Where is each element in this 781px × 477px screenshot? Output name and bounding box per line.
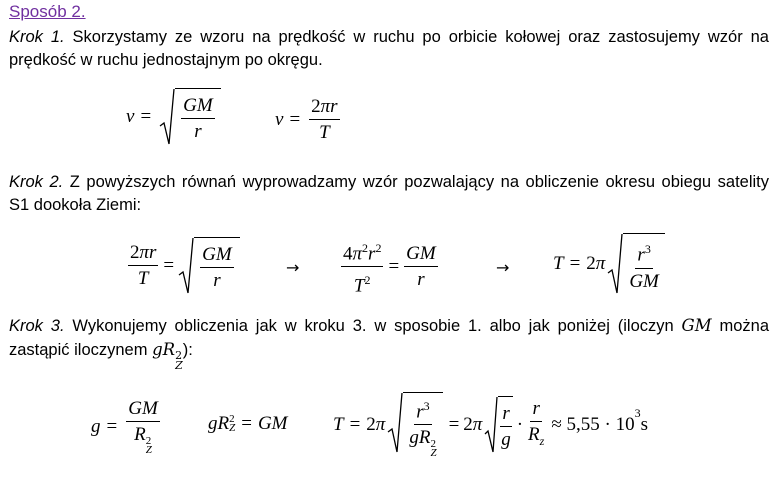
section-heading: Sposób 2. xyxy=(9,2,86,21)
equation-squared: $\frac{4\pi^2r^2}{T^2}$ = $\frac{GM}{r}$ xyxy=(338,237,441,298)
step-1-label: Krok 1. xyxy=(9,28,65,46)
equation-uniform-velocity: v = $\frac{2\pi r}{T}$ xyxy=(275,96,338,143)
final-unit: s xyxy=(640,414,648,436)
final-value: ≈ 5,55 · 10 xyxy=(551,414,635,436)
equation-period: T = 2π $\frac{r^3}{GM}$ xyxy=(553,233,667,295)
step-3-gm: GM xyxy=(681,316,712,335)
step-2-paragraph xyxy=(9,171,769,217)
equation-orbital-velocity: v = $\frac{GM}{r}$ xyxy=(126,88,223,146)
final-exponent: 3 xyxy=(634,406,641,420)
equation-gr-gm: gR 2 Z = GM xyxy=(208,413,288,434)
step-3-gr: gR xyxy=(152,340,176,359)
step-2-text: Z powyższych równań wyprowadzamy wzór pozwalający na obliczenie okresu obiegu satelity S1 dookoła Ziemi: xyxy=(9,173,769,214)
equation-final-period: T = 2π $r^3$ gR 2 Z = 2π $\frac{r}{g}$ · $\frac{r}{R_z}$ ≈ 5,55 · 10 $^3$ s xyxy=(333,392,648,458)
step-3-text-c: ): xyxy=(182,341,193,359)
equation-velocity-equality: $\frac{2\pi r}{T}$ = $\frac{GM}{r}$ xyxy=(125,237,242,295)
step-1-text: Skorzystamy ze wzoru na prędkość w ruchu po orbicie kołowej oraz zastosujemy wzór na prędkość w ruchu jednostajnym po okręgu. xyxy=(9,28,769,69)
step-3-gr-sup: 2 xyxy=(175,349,183,362)
step-1-paragraph xyxy=(9,26,769,72)
step-3-text-b: można zastąpić iloczynem xyxy=(9,317,770,359)
step-3-label: Krok 3. xyxy=(9,317,65,335)
step-3-text-a: Wykonujemy obliczenia jak w kroku 3. w sposobie 1. albo jak poniżej (iloczyn xyxy=(64,317,682,335)
equation-g: g = GM R 2 Z xyxy=(91,398,158,456)
arrow-right-icon: → xyxy=(496,258,510,277)
step-3-gr-sub: Z xyxy=(175,359,183,372)
arrow-right-icon: → xyxy=(286,258,300,277)
step-3-paragraph xyxy=(9,314,769,371)
step-2-label: Krok 2. xyxy=(9,173,64,191)
